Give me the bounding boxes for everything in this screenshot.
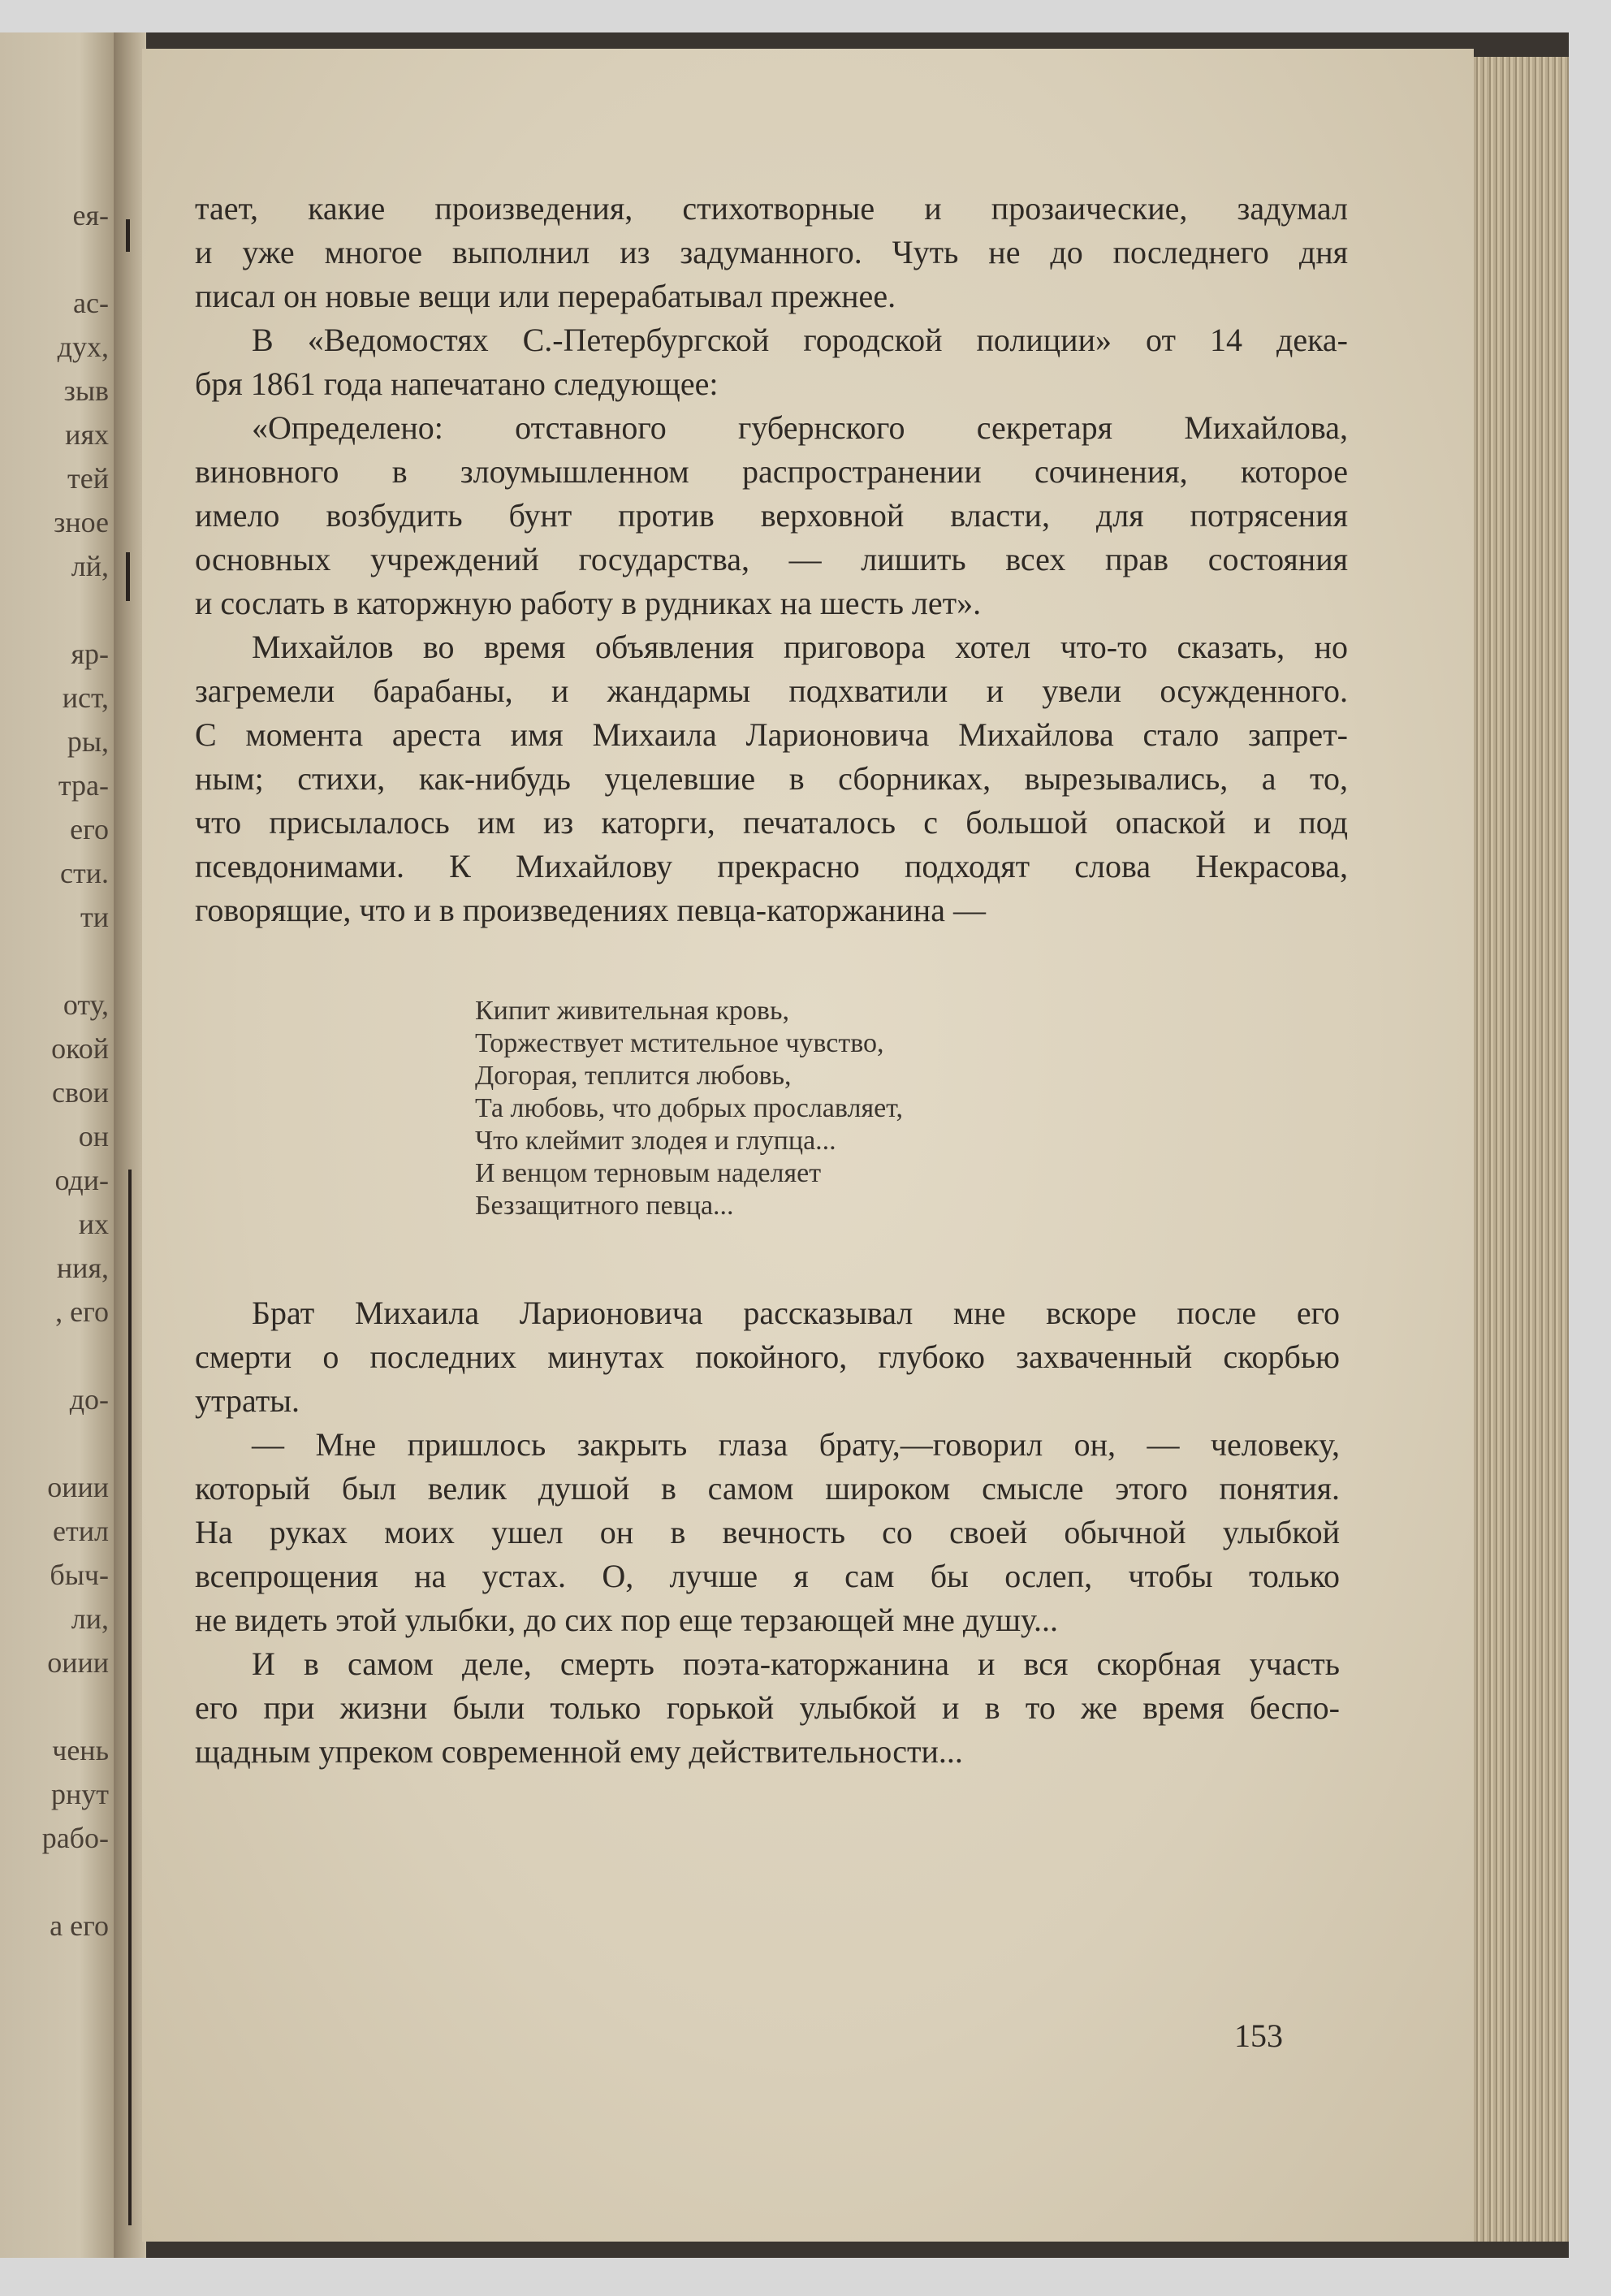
- poem-line: Догорая, теплится любовь,: [475, 1061, 792, 1091]
- text-line: писал он новые вещи или перерабатывал прежнее.: [195, 278, 896, 314]
- left-page-fragment: зное: [54, 506, 109, 538]
- left-page-fragment: [11, 1423, 109, 1467]
- left-page-fragment: ас-: [73, 287, 109, 319]
- text-line: всепрощения на устах. О, лучше я сам бы ослеп, чтобы только: [195, 1558, 1340, 1594]
- spine-line: [128, 1170, 132, 2225]
- text-line: Михайлов во время объявления приговора хотел что-то сказать, но: [252, 629, 1348, 665]
- poem-line: Кипит живительная кровь,: [475, 996, 789, 1026]
- text-line: говорящие, что и в произведениях певца-каторжанина —: [195, 892, 986, 928]
- left-page-fragment: иях: [65, 418, 109, 451]
- left-page-fragment: ли,: [71, 1602, 109, 1635]
- text-line: имело возбудить бунт против верховной власти, для потрясения: [195, 497, 1348, 534]
- left-page-fragment: ея-: [72, 199, 109, 231]
- left-page-fragment: [11, 1861, 109, 1905]
- text-line: На руках моих ушел он в вечность со своей обычной улыбкой: [195, 1514, 1340, 1550]
- left-page-fragment: оту,: [63, 988, 109, 1021]
- left-page-fragment: их: [78, 1208, 109, 1240]
- text-line: бря 1861 года напечатано следующее:: [195, 365, 719, 402]
- poem-line: Беззащитного певца...: [475, 1191, 734, 1221]
- left-page-fragment: ры,: [67, 725, 109, 758]
- text-line: который был велик душой в самом широком смысле этого понятия.: [195, 1470, 1340, 1507]
- left-page-fragment: он: [78, 1120, 109, 1152]
- left-page-fragment: ти: [80, 901, 109, 933]
- text-line: щадным упреком современной ему действительности...: [195, 1733, 963, 1770]
- main-text-block: [195, 187, 1348, 932]
- poem-line: Та любовь, что добрых прославляет,: [475, 1093, 903, 1123]
- text-line: виновного в злоумышленном распространении сочинения, которое: [195, 453, 1348, 490]
- left-page-fragment: рабо-: [41, 1822, 109, 1854]
- page-number: 153: [1234, 2017, 1283, 2054]
- left-page-fragment: а его: [50, 1909, 109, 1942]
- left-page-fragment: тра-: [58, 769, 109, 802]
- text-line: смерти о последних минутах покойного, глубоко захваченный скорбью: [195, 1338, 1340, 1375]
- left-page-fragment: рнут: [51, 1778, 109, 1810]
- left-page-fragment: яр-: [71, 638, 109, 670]
- left-page-fragment: оиии: [47, 1471, 109, 1503]
- left-page-fragment: , его: [55, 1295, 109, 1328]
- left-page-fragment: лй,: [71, 550, 109, 582]
- left-page-fragment: [11, 940, 109, 984]
- text-line: и сослать в каторжную работу в рудниках на шесть лет».: [195, 585, 982, 621]
- poem-line: Что клеймит злодея и глупца...: [475, 1126, 836, 1156]
- left-page-fragment: ист,: [62, 681, 109, 714]
- left-page-fragment: чень: [52, 1734, 109, 1766]
- left-page-fragment: свои: [52, 1076, 109, 1109]
- after-poem-text-block: [195, 1291, 1340, 1774]
- text-line: тает, какие произведения, стихотворные и прозаические, задумал: [195, 190, 1348, 227]
- poem-line: И венцом терновым наделяет: [475, 1158, 822, 1188]
- text-line: «Определено: отставного губернского секретаря Михайлова,: [252, 409, 1348, 446]
- left-page-fragment: тей: [67, 462, 109, 495]
- poem-line: Торжествует мстительное чувство,: [475, 1028, 884, 1058]
- left-page: [0, 32, 114, 2258]
- text-line: И в самом деле, смерть поэта-каторжанина и вся скорбная участь: [252, 1645, 1340, 1682]
- left-page-fragment: зыв: [63, 374, 109, 407]
- text-line: не видеть этой улыбки, до сих пор еще терзающей мне душу...: [195, 1602, 1059, 1638]
- text-line: — Мне пришлось закрыть глаза брату,—говорил он, — человеку,: [252, 1426, 1340, 1463]
- text-line: псевдонимами. К Михайлову прекрасно подходят слова Некрасова,: [195, 848, 1348, 884]
- poem-block: [475, 995, 903, 1222]
- text-line: что присылалось им из каторги, печаталось с большой опаской и под: [195, 804, 1348, 841]
- left-page-fragment: [11, 239, 109, 283]
- left-page-fragment: [11, 1335, 109, 1379]
- spine-stitch: [126, 552, 130, 601]
- left-page-fragment: оди-: [54, 1164, 109, 1196]
- spine-stitch: [126, 219, 130, 252]
- text-line: С момента ареста имя Михаила Ларионовича Михайлова стало запрет-: [195, 716, 1348, 753]
- left-page-fragment: сти.: [60, 857, 109, 889]
- left-page-fragment: до-: [69, 1383, 109, 1416]
- left-page-fragments: [11, 195, 109, 1949]
- text-line: ным; стихи, как-нибудь уцелевшие в сборниках, вырезывались, а то,: [195, 760, 1348, 797]
- left-page-fragment: его: [70, 813, 109, 845]
- left-page-fragment: дух,: [57, 331, 109, 363]
- left-page-fragment: ния,: [56, 1252, 109, 1284]
- text-line: и уже многое выполнил из задуманного. Чуть не до последнего дня: [195, 234, 1348, 270]
- left-page-fragment: оиии: [47, 1646, 109, 1679]
- left-page-fragment: [11, 1686, 109, 1730]
- left-page-fragment: быч-: [50, 1559, 109, 1591]
- text-line: основных учреждений государства, — лишить всех прав состояния: [195, 541, 1348, 577]
- page-edges: [1474, 57, 1569, 2242]
- text-line: его при жизни были только горькой улыбкой и в то же время беспо-: [195, 1689, 1340, 1726]
- text-line: В «Ведомостях С.-Петербургской городской полиции» от 14 дека-: [252, 322, 1348, 358]
- left-page-fragment: етил: [53, 1515, 109, 1547]
- text-line: утраты.: [195, 1382, 300, 1419]
- left-page-fragment: [11, 590, 109, 633]
- text-line: Брат Михаила Ларионовича рассказывал мне вскоре после его: [252, 1295, 1340, 1331]
- text-line: загремели барабаны, и жандармы подхватили и увели осужденного.: [195, 672, 1348, 709]
- left-page-fragment: окой: [51, 1032, 109, 1065]
